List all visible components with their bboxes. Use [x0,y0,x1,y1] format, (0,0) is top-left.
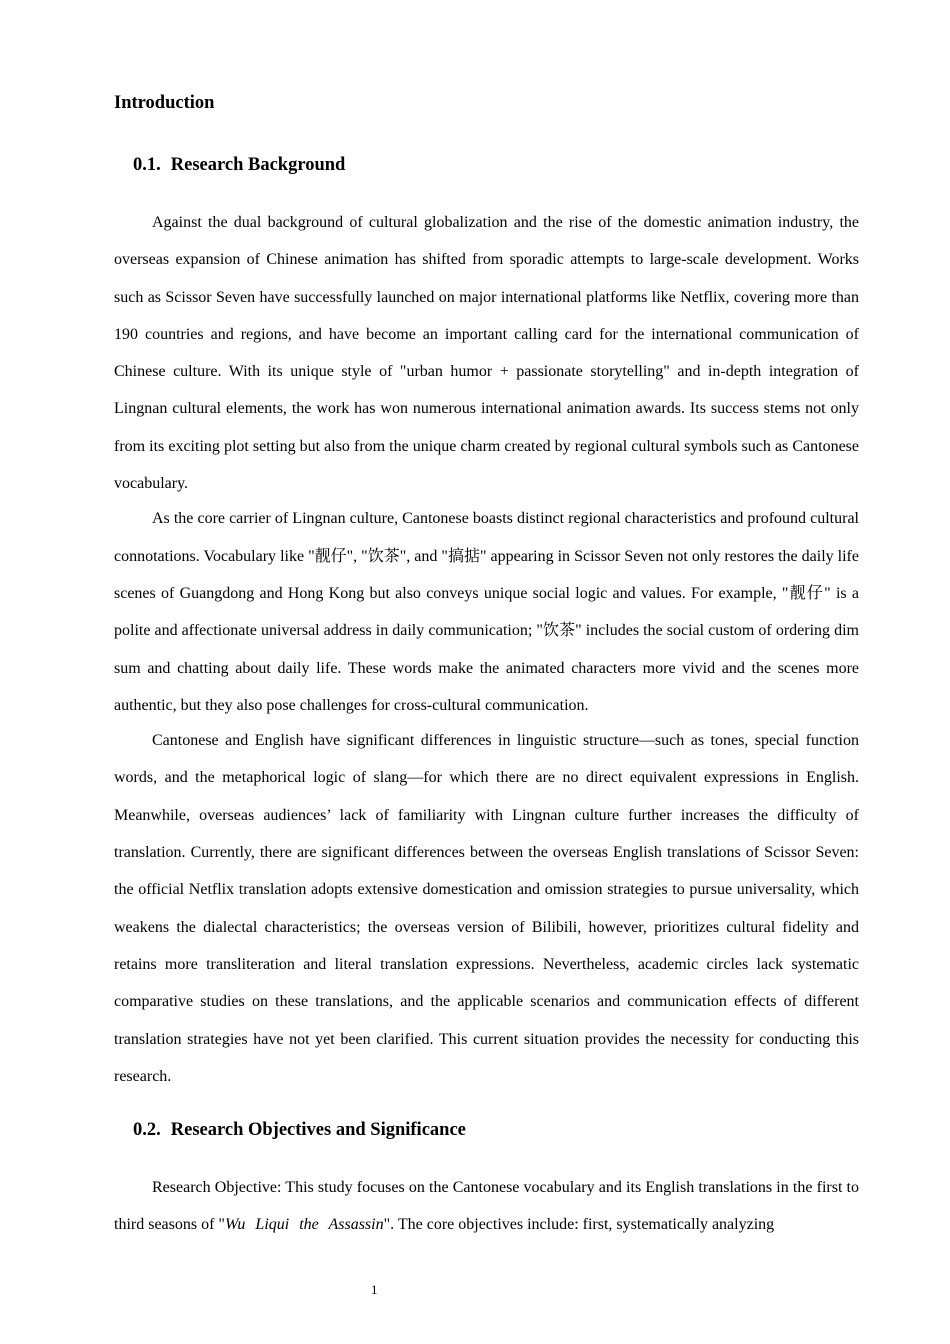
section-title: Research Objectives and Significance [170,1120,466,1140]
paragraph: As the core carrier of Lingnan culture, Cantonese boasts distinct regional characteristics and profound cultural connotations. Vocabulary like "靓仔", "饮茶", and "搞掂" appearing in Scissor Seven not only restores the daily life scenes of Guangdong and Hong Kong but also conveys unique social logic and values. For example, "靓仔" is a polite and affectionate universal address in daily communication; "饮茶" includes the social custom of ordering dim sum and chatting about daily life. These words make the animated characters more vivid and the scenes more authentic, but they also pose challenges for cross-cultural communication. [114,510,859,714]
research-background-body [114,204,859,1095]
section-number: 0.1. [133,155,161,175]
italic-title: Wu Liqui the Assassin [224,1216,384,1234]
paragraph: Against the dual background of cultural globalization and the rise of the domestic animation industry, the overseas expansion of Chinese animation has shifted from sporadic attempts to large-scale development. Works such as Scissor Seven have successfully launched on major international platforms like Netflix, covering more than 190 countries and regions, and have become an important calling card for the international communication of Chinese culture. With its unique style of "urban humor + passionate storytelling" and in-depth integration of Lingnan cultural elements, the work has won numerous international animation awards. Its success stems not only from its exciting plot setting but also from the unique charm created by regional cultural symbols such as Cantonese vocabulary. [114,214,859,493]
section-title: Research Background [170,155,346,175]
section-heading-research-objectives [133,1120,466,1141]
page-number: 1 [371,1282,378,1297]
section-number: 0.2. [133,1120,161,1140]
paragraph-text: Research Objective: This study focuses on the Cantonese vocabulary and its English translations in the first to third seasons of " [114,1179,859,1234]
chapter-heading: Introduction [114,93,215,113]
paragraph-text: ". The core objectives include: first, systematically analyzing [383,1216,775,1234]
section-heading-research-background [133,155,345,176]
paragraph [114,1169,859,1244]
research-objectives-body [114,1169,859,1244]
paragraph: Cantonese and English have significant differences in linguistic structure—such as tones, special function words, and the metaphorical logic of slang—for which there are no direct equivalent expressions in English. Meanwhile, overseas audiences’ lack of familiarity with Lingnan culture further increases the difficulty of translation. Currently, there are significant differences between the overseas English translations of Scissor Seven: the official Netflix translation adopts extensive domestication and omission strategies to pursue universality, which weakens the dialectal characteristics; the overseas version of Bilibili, however, prioritizes cultural fidelity and retains more transliteration and literal translation expressions. Nevertheless, academic circles lack systematic comparative studies on these translations, and the applicable scenarios and communication effects of different translation strategies have not yet been clarified. This current situation provides the necessity for conducting this research. [114,732,859,1085]
